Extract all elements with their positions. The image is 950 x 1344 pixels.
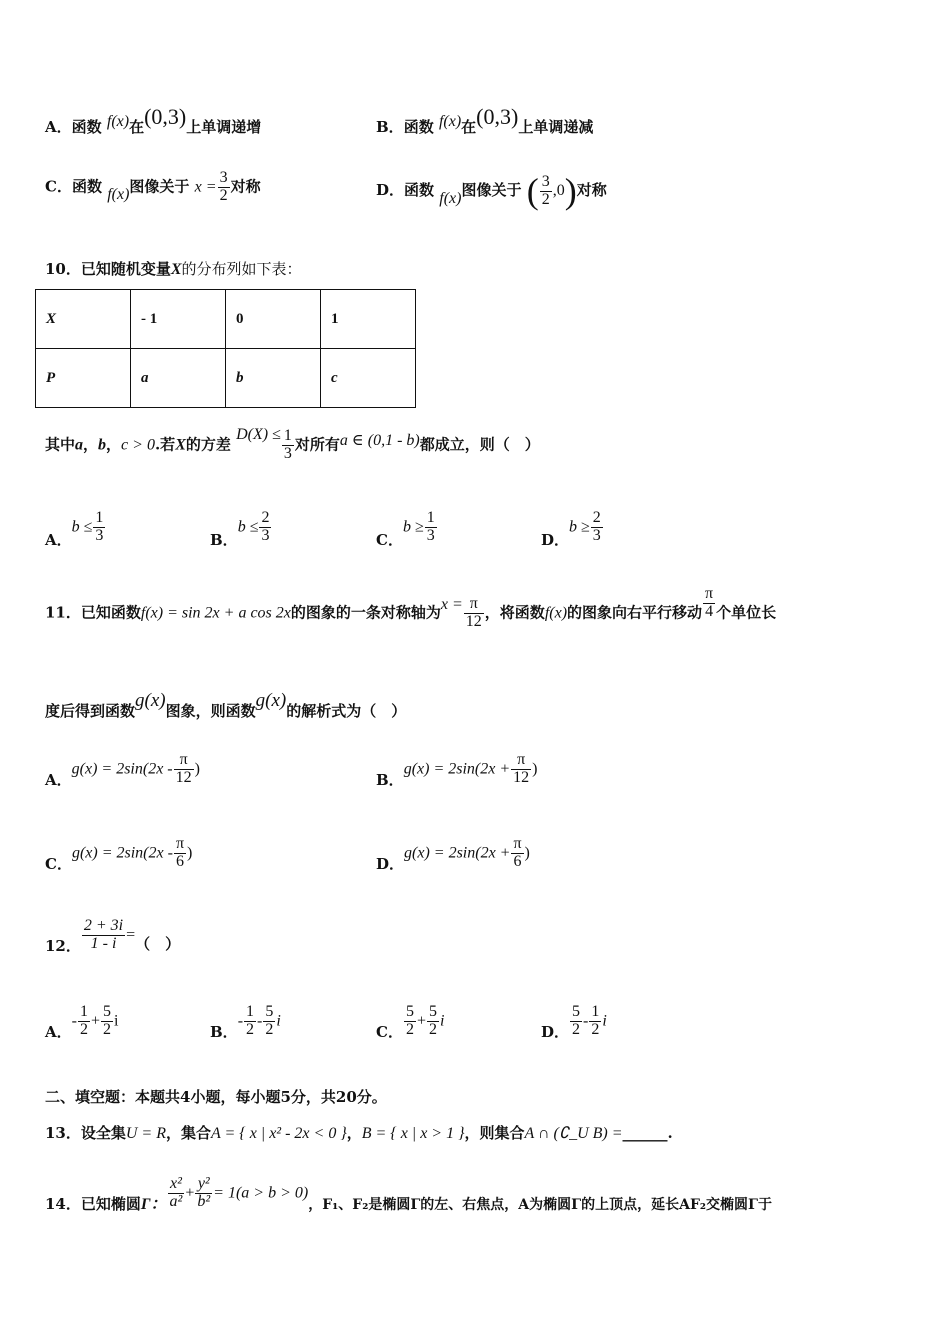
q11-option-a: A．g(x) = 2sin(2x - $\frac{\pi}{12}$ ) bbox=[45, 751, 200, 790]
q9-option-d: D．函数 f(x)图像关于 ( $\frac{3}{2}$ ,0)对称 bbox=[376, 171, 607, 211]
q10-option-d: D．b ≥ $\frac{2}{3}$ bbox=[541, 509, 601, 550]
table-cell: - 1 bbox=[131, 290, 226, 349]
fraction: $\frac{2}{3}$ bbox=[592, 509, 601, 544]
fraction: $\frac{1}{3}$ bbox=[283, 427, 292, 462]
fraction: $\frac{5}{2}$ bbox=[405, 1003, 414, 1038]
q9-option-a: A．函数 f(x)在(0,3)上单调递增 bbox=[45, 104, 262, 136]
q11-option-d: D．g(x) = 2sin(2x + $\frac{\pi}{6}$ ) bbox=[376, 835, 530, 874]
fraction: $\frac{3}{2}$ bbox=[219, 169, 228, 204]
q11-option-b: B．g(x) = 2sin(2x + $\frac{\pi}{12}$ ) bbox=[376, 751, 538, 790]
fraction: $\frac{\pi}{4}$ bbox=[705, 585, 714, 620]
table-row bbox=[36, 290, 416, 349]
distribution-table bbox=[35, 289, 416, 408]
table-cell: 1 bbox=[321, 290, 416, 349]
table-cell: X bbox=[36, 290, 131, 349]
fraction: $\frac{3}{2}$ bbox=[541, 172, 550, 208]
fraction: $\frac{2 + 3i}{1 - i}$ bbox=[83, 917, 124, 952]
q14-stem: 14．已知椭圆Γ： $\frac{\text{x²}}{\text{a²}}$ + $\frac{\text{y²}}{\text{b²}}$ = 1(a > b > 0)，F₁、F₂是椭圆Γ的左、右焦点，A为椭圆Γ的上顶点，延长AF₂交椭圆Γ于 bbox=[45, 1175, 772, 1214]
q10-option-b: B．b ≤ $\frac{2}{3}$ bbox=[210, 509, 270, 550]
fraction: $\frac{1}{2}$ bbox=[246, 1003, 255, 1038]
q12-option-c: C． $\frac{5}{2}$ + $\frac{5}{2}$ i bbox=[376, 1003, 445, 1042]
table-cell: c bbox=[321, 349, 416, 408]
fraction: $\frac{\pi}{12}$ bbox=[465, 595, 482, 630]
fraction: $\frac{2}{3}$ bbox=[261, 509, 270, 544]
section-title: 二、填空题：本题共4小题，每小题5分，共20分。 bbox=[45, 1088, 387, 1106]
table-cell: a bbox=[131, 349, 226, 408]
q11-stem-line1: 11．已知函数f(x) = sin 2x + a cos 2x的图象的一条对称轴为x = $\frac{\pi}{12}$ ，将函数f(x)的图象向右平行移动 $\frac{\pi}{4}$ 个单位长 bbox=[45, 585, 777, 630]
q12-option-a: A．- $\frac{1}{2}$ + $\frac{5}{2}$ i bbox=[45, 1003, 119, 1042]
fraction: $\frac{5}{2}$ bbox=[428, 1003, 437, 1038]
table-cell: 0 bbox=[226, 290, 321, 349]
q12-stem: 12． $\frac{2 + 3i}{1 - i}$ =（ ） bbox=[45, 917, 181, 956]
fraction: $\frac{5}{2}$ bbox=[572, 1003, 581, 1038]
q11-stem-line2: 度后得到函数g(x)图象，则函数g(x)的解析式为（ ） bbox=[45, 690, 407, 720]
fraction: $\frac{\text{x²}}{\text{a²}}$ bbox=[169, 1175, 183, 1210]
fraction: $\frac{\pi}{6}$ bbox=[175, 835, 185, 870]
fraction: $\frac{1}{2}$ bbox=[79, 1003, 88, 1038]
fraction: $\frac{5}{2}$ bbox=[265, 1003, 274, 1038]
table-cell: b bbox=[226, 349, 321, 408]
q12-option-b: B．- $\frac{1}{2}$ - $\frac{5}{2}$ i bbox=[210, 1003, 281, 1042]
q10-option-c: C．b ≥ $\frac{1}{3}$ bbox=[376, 509, 435, 550]
fraction: $\frac{\pi}{12}$ bbox=[513, 751, 530, 786]
q9-option-c: C．函数 f(x)图像关于 x = $\frac{3}{2}$ 对称 bbox=[45, 169, 261, 204]
fraction: $\frac{1}{3}$ bbox=[426, 509, 435, 544]
q10-option-a: A．b ≤ $\frac{1}{3}$ bbox=[45, 509, 104, 550]
q12-option-d: D． $\frac{5}{2}$ - $\frac{1}{2}$ i bbox=[541, 1003, 607, 1042]
fraction: $\frac{1}{2}$ bbox=[591, 1003, 600, 1038]
q10-condition: 其中a，b，c > 0.若X的方差 D(X) ≤ $\frac{1}{3}$ 对所有a ∈ (0,1 - b)都成立，则（ ） bbox=[45, 426, 540, 462]
answer-blank[interactable]: ______. bbox=[622, 1124, 673, 1142]
fraction: $\frac{\pi}{6}$ bbox=[513, 835, 522, 870]
fraction: $\frac{5}{2}$ bbox=[103, 1003, 111, 1038]
fraction: $\frac{\pi}{12}$ bbox=[175, 751, 192, 786]
fraction: $\frac{\text{y²}}{\text{b²}}$ bbox=[197, 1175, 211, 1210]
q13-stem: 13．设全集U = R，集合A = { x | x² - 2x < 0 }，B = { x | x > 1 }，则集合A ∩ (∁_U B) =______. bbox=[45, 1124, 673, 1142]
fraction: $\frac{1}{3}$ bbox=[95, 509, 104, 544]
q9-option-b: B．函数 f(x)在(0,3)上单调递减 bbox=[376, 104, 594, 136]
table-cell: P bbox=[36, 349, 131, 408]
q11-option-c: C．g(x) = 2sin(2x - $\frac{\pi}{6}$ ) bbox=[45, 835, 193, 874]
q10-stem: 10．已知随机变量X的分布列如下表： bbox=[45, 260, 302, 278]
table-row bbox=[36, 349, 416, 408]
